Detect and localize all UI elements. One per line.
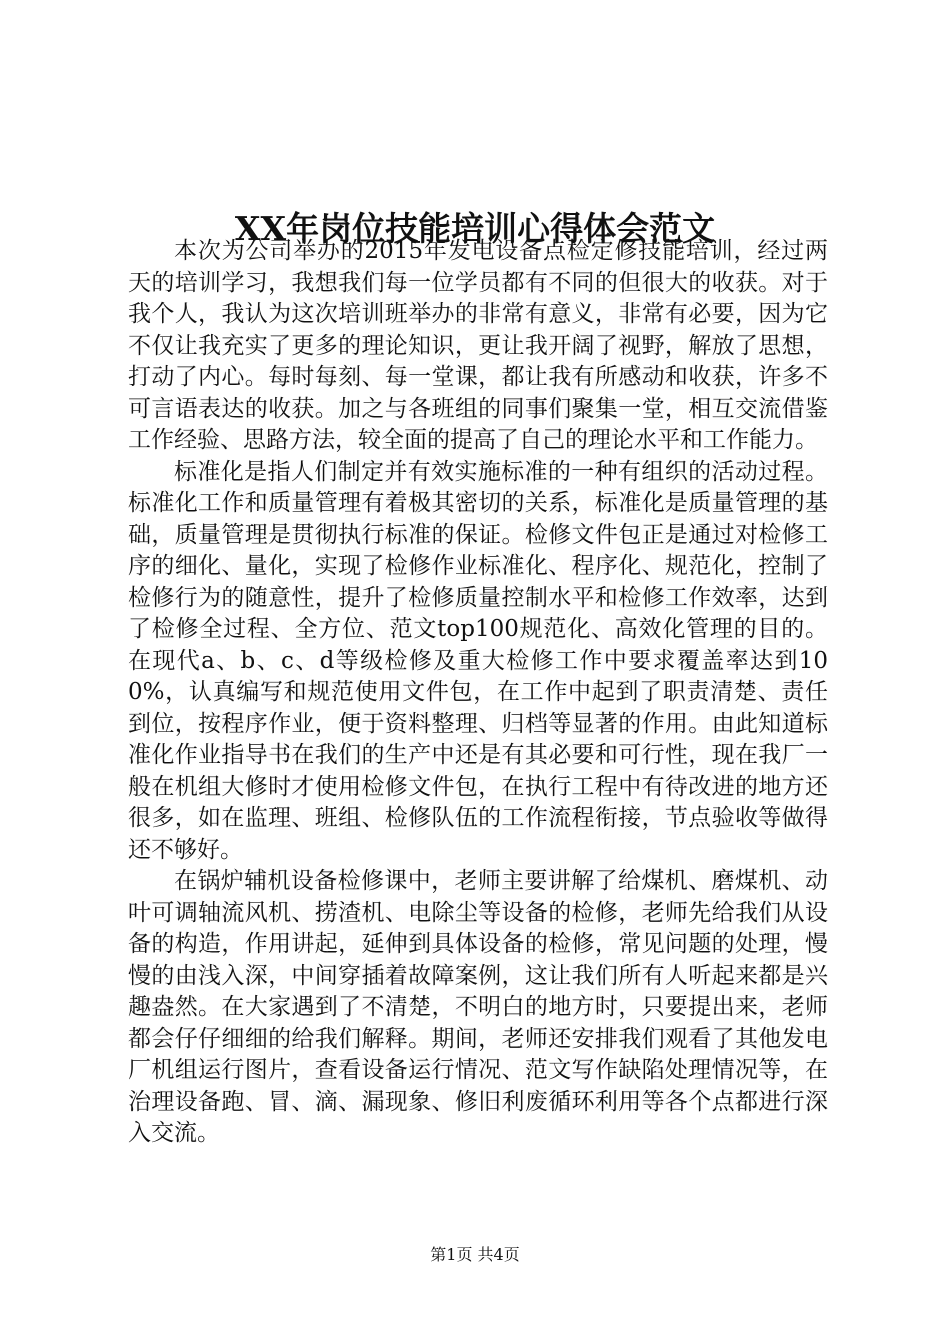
document-title: XX年岗位技能培训心得体会范文 [234,209,716,249]
paragraph-1: 本次为公司举办的2015年发电设备点检定修技能培训，经过两天的培训学习，我想我们每一位学员都有不同的但很大的收获。对于我个人，我认为这次培训班举办的非常有意义，非常有必要，因为它不仅让我充实了更多的理论知识，更让我开阔了视野，解放了思想，打动了内心。每时每刻、每一堂课，都让我有所感动和收获，许多不可言语表达的收获。加之与各班组的同事们聚集一堂，相互交流借鉴工作经验、思路方法，较全面的提高了自己的理论水平和工作能力。 [128,238,828,453]
document-body [128,236,828,1150]
paragraph-2: 标准化是指人们制定并有效实施标准的一种有组织的活动过程。标准化工作和质量管理有着极其密切的关系，标准化是质量管理的基础，质量管理是贯彻执行标准的保证。检修文件包正是通过对检修工序的细化、量化，实现了检修作业标准化、程序化、规范化，控制了检修行为的随意性，提升了检修质量控制水平和检修工作效率，达到了检修全过程、全方位、范文top100规范化、高效化管理的目的。在现代a、b、c、d等级检修及重大检修工作中要求覆盖率达到100%，认真编写和规范使用文件包，在工作中起到了职责清楚、责任到位，按程序作业，便于资料整理、归档等显著的作用。由此知道标准化作业指导书在我们的生产中还是有其必要和可行性，现在我厂一般在机组大修时才使用检修文件包，在执行工程中有待改进的地方还很多，如在监理、班组、检修队伍的工作流程衔接，节点验收等做得还不够好。 [128,458,828,863]
paragraph-3: 在锅炉辅机设备检修课中，老师主要讲解了给煤机、磨煤机、动叶可调轴流风机、捞渣机、电除尘等设备的检修，老师先给我们从设备的构造，作用讲起，延伸到具体设备的检修，常见问题的处理，慢慢的由浅入深，中间穿插着故障案例，这让我们所有人听起来都是兴趣盎然。在大家遇到了不清楚，不明白的地方时，只要提出来，老师都会仔仔细细的给我们解释。期间，老师还安排我们观看了其他发电厂机组运行图片，查看设备运行情况、范文写作缺陷处理情况等，在治理设备跑、冒、滴、漏现象、修旧利废循环利用等各个点都进行深入交流。 [128,868,828,1146]
page-footer: 第1页 共4页 [430,1245,520,1264]
